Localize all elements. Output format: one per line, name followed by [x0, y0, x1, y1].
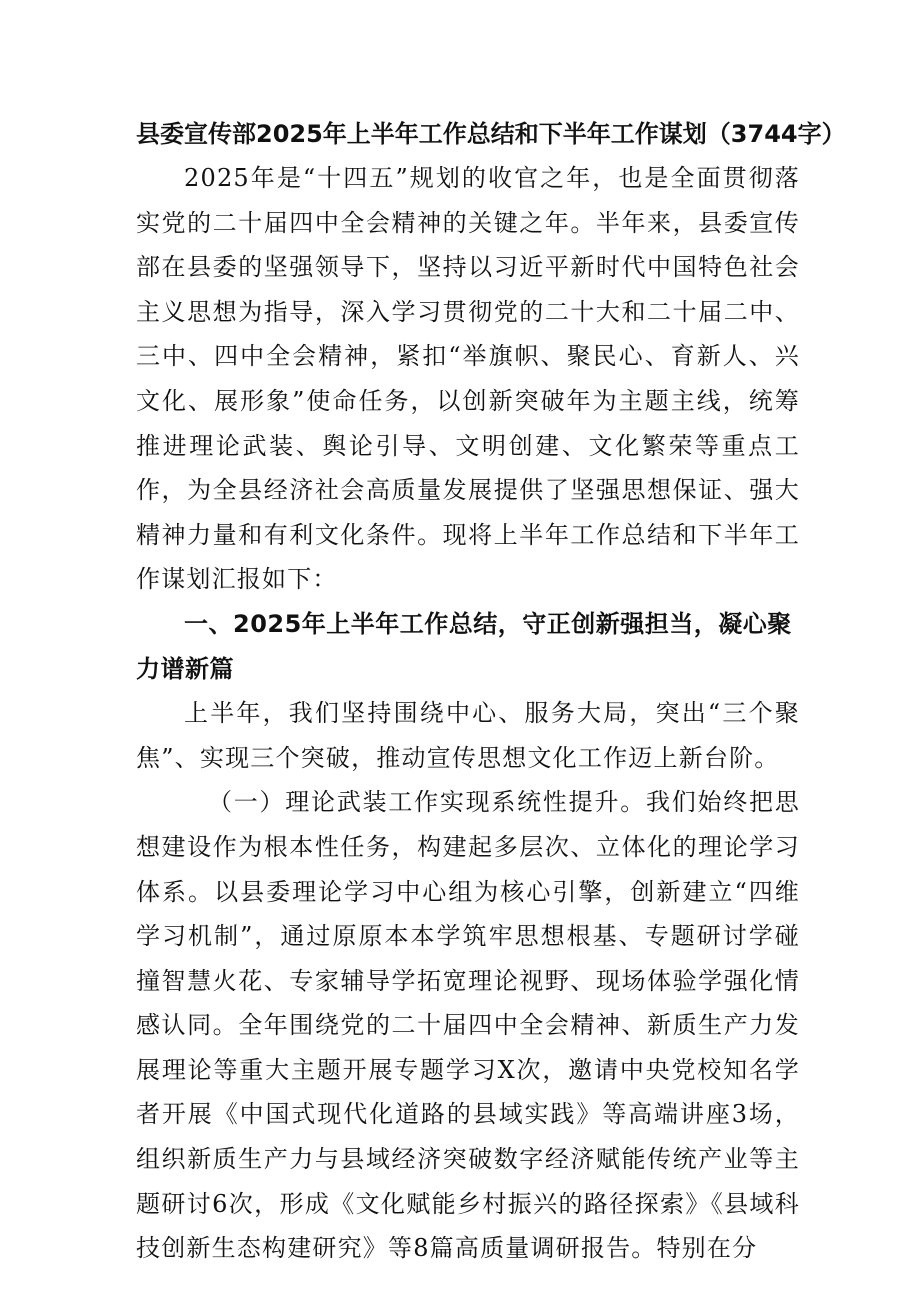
section-one-lead-paragraph: 上半年，我们坚持围绕中心、服务大局，突出“三个聚焦”、实现三个突破，推动宣传思想文化工作迈上新台阶。: [136, 699, 800, 772]
section-one-heading: 一、2025年上半年工作总结，守正创新强担当，凝心聚力谱新篇: [136, 609, 792, 683]
theory-work-paragraph: （一）理论武装工作实现系统性提升。我们始终把思想建设作为根本性任务，构建起多层次、立体化的理论学习体系。以县委理论学习中心组为核心引擎，创新建立“四维学习机制”，通过原原本本学筑牢思想根基、专题研讨学碰撞智慧火花、专家辅导学拓宽理论视野、现场体验学强化情感认同。全年围绕党的二十届四中全会精神、新质生产力发展理论等重大主题开展专题学习X次，邀请中央党校知名学者开展《中国式现代化道路的县域实践》等高端讲座3场，组织新质生产力与县域经济突破数字经济赋能传统产业等主题研讨6次，形成《文化赋能乡村振兴的路径探索》《县域科技创新生态构建研究》等8篇高质量调研报告。特别在分: [136, 788, 800, 1263]
intro-paragraph: 2025年是“十四五”规划的收官之年，也是全面贯彻落实党的二十届四中全会精神的关键之年。半年来，县委宣传部在县委的坚强领导下，坚持以习近平新时代中国特色社会主义思想为指导，深入学习贯彻党的二十大和二十届二中、三中、四中全会精神，紧扣“举旗帜、聚民心、育新人、兴文化、展形象”使命任务，以创新突破年为主题主线，统筹推进理论武装、舆论引导、文明创建、文化繁荣等重点工作，为全县经济社会高质量发展提供了坚强思想保证、强大精神力量和有利文化条件。现将上半年工作总结和下半年工作谋划汇报如下：: [136, 164, 800, 594]
document-title: 县委宣传部2025年上半年工作总结和下半年工作谋划（3744字）: [136, 120, 846, 148]
document-body: [136, 112, 846, 1271]
